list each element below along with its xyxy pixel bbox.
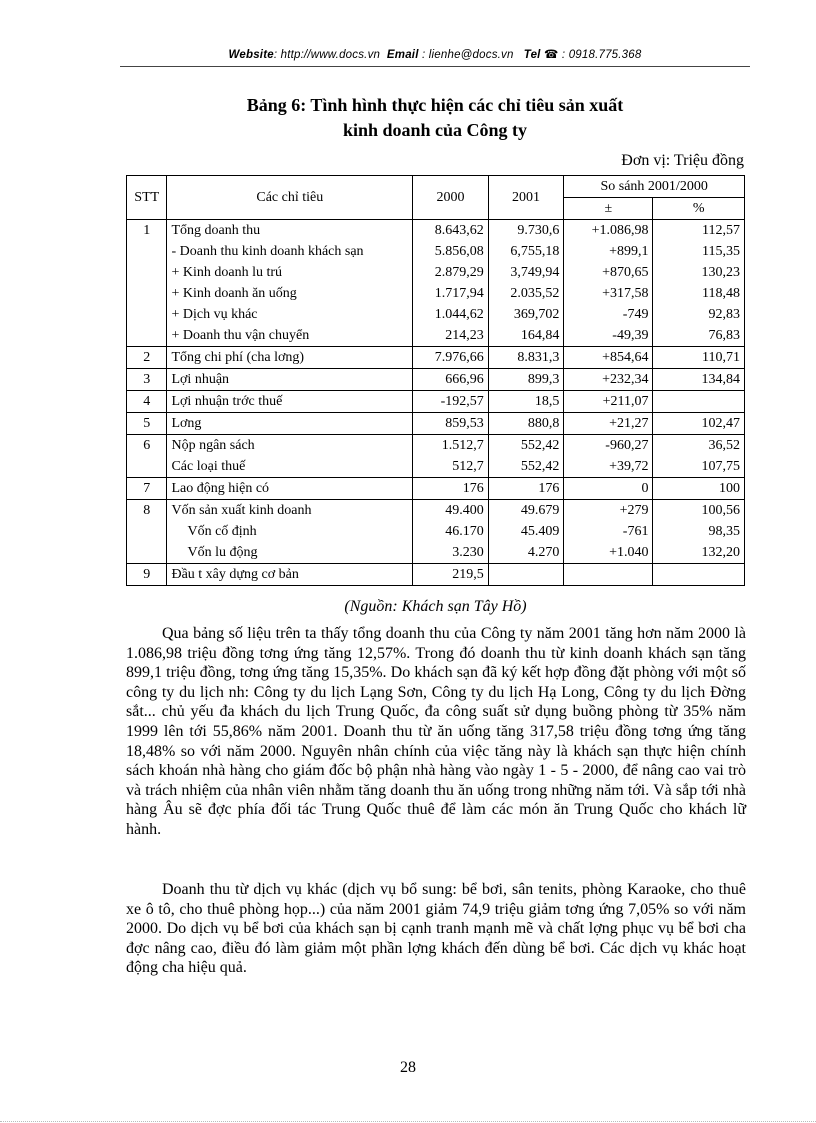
cell-2001: 552,42 — [488, 435, 564, 457]
cell-2000: 8.643,62 — [413, 220, 489, 242]
cell-pct: 134,84 — [653, 369, 745, 391]
website-url[interactable]: : http://www.docs.vn — [273, 49, 381, 61]
cell-2001: 369,702 — [488, 304, 564, 325]
cell-pct: 36,52 — [653, 435, 745, 457]
cell-2001: 164,84 — [488, 325, 564, 347]
cell-stt — [127, 304, 167, 325]
cell-2001: 6,755,18 — [488, 241, 564, 262]
cell-pct: 118,48 — [653, 283, 745, 304]
cell-stt — [127, 325, 167, 347]
table-title-line1: Bảng 6: Tình hình thực hiện các chỉ tiêu sản xuất — [246, 95, 624, 115]
header-stt: STT — [127, 176, 167, 220]
cell-pct: 100 — [653, 478, 745, 500]
table-row — [127, 521, 745, 542]
cell-stt: 7 — [127, 478, 167, 500]
cell-diff: 0 — [564, 478, 653, 500]
website-label: Website — [228, 49, 274, 61]
table-row — [127, 413, 745, 435]
cell-2000: 219,5 — [413, 564, 489, 586]
cell-stt — [127, 241, 167, 262]
cell-2001: 552,42 — [488, 456, 564, 478]
cell-2000: 214,23 — [413, 325, 489, 347]
table-row — [127, 369, 745, 391]
table-source: (Nguồn: Khách sạn Tây Hồ) — [344, 598, 527, 615]
cell-indicator: + Doanh thu vận chuyển — [167, 325, 413, 347]
cell-diff: -960,27 — [564, 435, 653, 457]
cell-diff: +317,58 — [564, 283, 653, 304]
cell-indicator: Lợi nhuận — [167, 369, 413, 391]
cell-2000: 176 — [413, 478, 489, 500]
cell-2001: 8.831,3 — [488, 347, 564, 369]
cell-indicator: Nộp ngân sách — [167, 435, 413, 457]
cell-pct: 98,35 — [653, 521, 745, 542]
cell-2001: 49.679 — [488, 500, 564, 522]
cell-stt: 8 — [127, 500, 167, 522]
cell-diff: +870,65 — [564, 262, 653, 283]
cell-2001: 899,3 — [488, 369, 564, 391]
table-row — [127, 478, 745, 500]
cell-pct: 112,57 — [653, 220, 745, 242]
cell-2000: 1.512,7 — [413, 435, 489, 457]
header-diff: ± — [564, 198, 653, 220]
table-row — [127, 542, 745, 564]
indicators-table — [126, 175, 745, 586]
cell-2000: 5.856,08 — [413, 241, 489, 262]
paragraph-revenue: Qua bảng số liệu trên ta thấy tổng doanh thu của Công ty năm 2001 tăng hơn năm 2000 là 1.086,98 triệu đồng tơng ứng tăng 12,57%. Trong đó doanh thu từ kinh doanh khách sạn tăng 899,1 triệu đồng, tơng ứng tăng 15,35%. Do khách sạn đã ký kết hợp đồng đặt phòng với một số công ty du lịch nh: Công ty du lịch Lạng Sơn, Công ty du lịch Hạ Long, Công ty du lịch Đờng sắt... chủ yếu đa khách du lịch Trung Quốc, đa công suất sử dụng buồng phòng từ 35% năm 1999 lên tới 55,86% năm 2001. Doanh thu từ ăn uống tăng 317,58 triệu đồng tơng ứng tăng 18,48% so với năm 2000. Nguyên nhân chính của việc tăng này là khách sạn thực hiện chính sách khoán nhà hàng cho giám đốc bộ phận nhà hàng vào ngày 1 - 5 - 2000, để nâng cao vai trò và trách nhiệm của nhân viên nhằm tăng doanh thu ăn uống trong những năm tới. Và sắp tới nhà hàng Âu sẽ đợc phía đối tác Trung Quốc thuê để làm các món ăn Trung Quốc cho khách lữ hành. — [126, 625, 746, 838]
cell-pct: 130,23 — [653, 262, 745, 283]
cell-2000: 49.400 — [413, 500, 489, 522]
cell-stt: 1 — [127, 220, 167, 242]
cell-2000: 859,53 — [413, 413, 489, 435]
cell-indicator: Lợi nhuận trớc thuế — [167, 391, 413, 413]
cell-stt: 9 — [127, 564, 167, 586]
header-pct: % — [653, 198, 745, 220]
table-row — [127, 262, 745, 283]
table-header-row — [127, 176, 745, 198]
cell-diff: -49,39 — [564, 325, 653, 347]
cell-indicator: - Doanh thu kinh doanh khách sạn — [167, 241, 413, 262]
cell-2001: 18,5 — [488, 391, 564, 413]
table-row — [127, 500, 745, 522]
cell-pct: 115,35 — [653, 241, 745, 262]
cell-indicator: Tổng doanh thu — [167, 220, 413, 242]
cell-2000: 1.044,62 — [413, 304, 489, 325]
cell-diff: +211,07 — [564, 391, 653, 413]
paragraph-other-services: Doanh thu từ dịch vụ khác (dịch vụ bổ sung: bể bơi, sân tenits, phòng Karaoke, cho thuê xe ô tô, cho thuê phòng họp...) của năm 2001 giảm 74,9 triệu giảm tơng ứng 7,05% so với năm 2000. Do dịch vụ bể bơi của khách sạn bị cạnh tranh mạnh mẽ và chất lợng phục vụ bể bơi cha đợc nâng cao, điều đó làm giảm một phần lợng khách đến dùng bể bơi. Các dịch vụ khác hoạt động cha hiệu quả. — [126, 881, 746, 977]
cell-2000: 2.879,29 — [413, 262, 489, 283]
cell-indicator: + Kinh doanh ăn uống — [167, 283, 413, 304]
cell-2001: 2.035,52 — [488, 283, 564, 304]
cell-2001 — [488, 564, 564, 586]
header-name: Các chỉ tiêu — [167, 176, 413, 220]
cell-2000: 1.717,94 — [413, 283, 489, 304]
table-title — [120, 93, 750, 143]
cell-pct: 110,71 — [653, 347, 745, 369]
cell-2000: 46.170 — [413, 521, 489, 542]
cell-diff: +21,27 — [564, 413, 653, 435]
cell-diff: +1.040 — [564, 542, 653, 564]
unit-label: Đơn vị: Triệu đồng — [621, 152, 744, 169]
cell-diff: -761 — [564, 521, 653, 542]
cell-stt — [127, 262, 167, 283]
cell-pct: 102,47 — [653, 413, 745, 435]
cell-2000: -192,57 — [413, 391, 489, 413]
table-row — [127, 456, 745, 478]
cell-diff: +899,1 — [564, 241, 653, 262]
cell-pct: 100,56 — [653, 500, 745, 522]
cell-diff: +854,64 — [564, 347, 653, 369]
cell-2000: 512,7 — [413, 456, 489, 478]
cell-indicator: Lao động hiện có — [167, 478, 413, 500]
cell-indicator: Đầu t xây dựng cơ bản — [167, 564, 413, 586]
table-row — [127, 347, 745, 369]
header-2000: 2000 — [413, 176, 489, 220]
header-divider — [120, 66, 750, 67]
cell-2000: 7.976,66 — [413, 347, 489, 369]
cell-stt — [127, 283, 167, 304]
cell-indicator: Tổng chi phí (cha lơng) — [167, 347, 413, 369]
cell-indicator: Các loại thuế — [167, 456, 413, 478]
table-row — [127, 564, 745, 586]
tel-label: Tel — [523, 49, 541, 61]
table-row — [127, 304, 745, 325]
table-row — [127, 241, 745, 262]
cell-2001: 880,8 — [488, 413, 564, 435]
header-2001: 2001 — [488, 176, 564, 220]
cell-2001: 9.730,6 — [488, 220, 564, 242]
cell-stt — [127, 456, 167, 478]
page-number: 28 — [400, 1059, 416, 1076]
cell-2001: 45.409 — [488, 521, 564, 542]
tel-number: ☎ : 0918.775.368 — [543, 49, 642, 61]
cell-stt: 5 — [127, 413, 167, 435]
table-row — [127, 220, 745, 242]
cell-pct: 132,20 — [653, 542, 745, 564]
cell-diff: +1.086,98 — [564, 220, 653, 242]
cell-pct: 76,83 — [653, 325, 745, 347]
cell-stt: 6 — [127, 435, 167, 457]
cell-2001: 3,749,94 — [488, 262, 564, 283]
cell-pct — [653, 391, 745, 413]
cell-pct: 92,83 — [653, 304, 745, 325]
email-label: Email — [386, 49, 419, 61]
table-row — [127, 283, 745, 304]
cell-2001: 176 — [488, 478, 564, 500]
page-bottom-border — [0, 1121, 816, 1122]
table-title-line2: kinh doanh của Công ty — [342, 120, 528, 140]
cell-diff: -749 — [564, 304, 653, 325]
cell-stt: 2 — [127, 347, 167, 369]
cell-indicator: Vốn sản xuất kinh doanh — [167, 500, 413, 522]
cell-diff: +232,34 — [564, 369, 653, 391]
cell-diff: +39,72 — [564, 456, 653, 478]
email-address[interactable]: : lienhe@docs.vn — [422, 49, 514, 61]
cell-stt: 3 — [127, 369, 167, 391]
table-row — [127, 325, 745, 347]
cell-indicator: Lơng — [167, 413, 413, 435]
cell-diff — [564, 564, 653, 586]
cell-pct — [653, 564, 745, 586]
page-header — [120, 47, 750, 61]
cell-pct: 107,75 — [653, 456, 745, 478]
cell-indicator: + Dịch vụ khác — [167, 304, 413, 325]
table-row — [127, 435, 745, 457]
cell-2000: 666,96 — [413, 369, 489, 391]
cell-indicator: Vốn cố định — [167, 521, 413, 542]
header-compare: So sánh 2001/2000 — [564, 176, 745, 198]
cell-2001: 4.270 — [488, 542, 564, 564]
cell-stt — [127, 542, 167, 564]
cell-stt: 4 — [127, 391, 167, 413]
cell-stt — [127, 521, 167, 542]
cell-indicator: + Kinh doanh lu trú — [167, 262, 413, 283]
cell-2000: 3.230 — [413, 542, 489, 564]
cell-diff: +279 — [564, 500, 653, 522]
table-row — [127, 391, 745, 413]
cell-indicator: Vốn lu động — [167, 542, 413, 564]
